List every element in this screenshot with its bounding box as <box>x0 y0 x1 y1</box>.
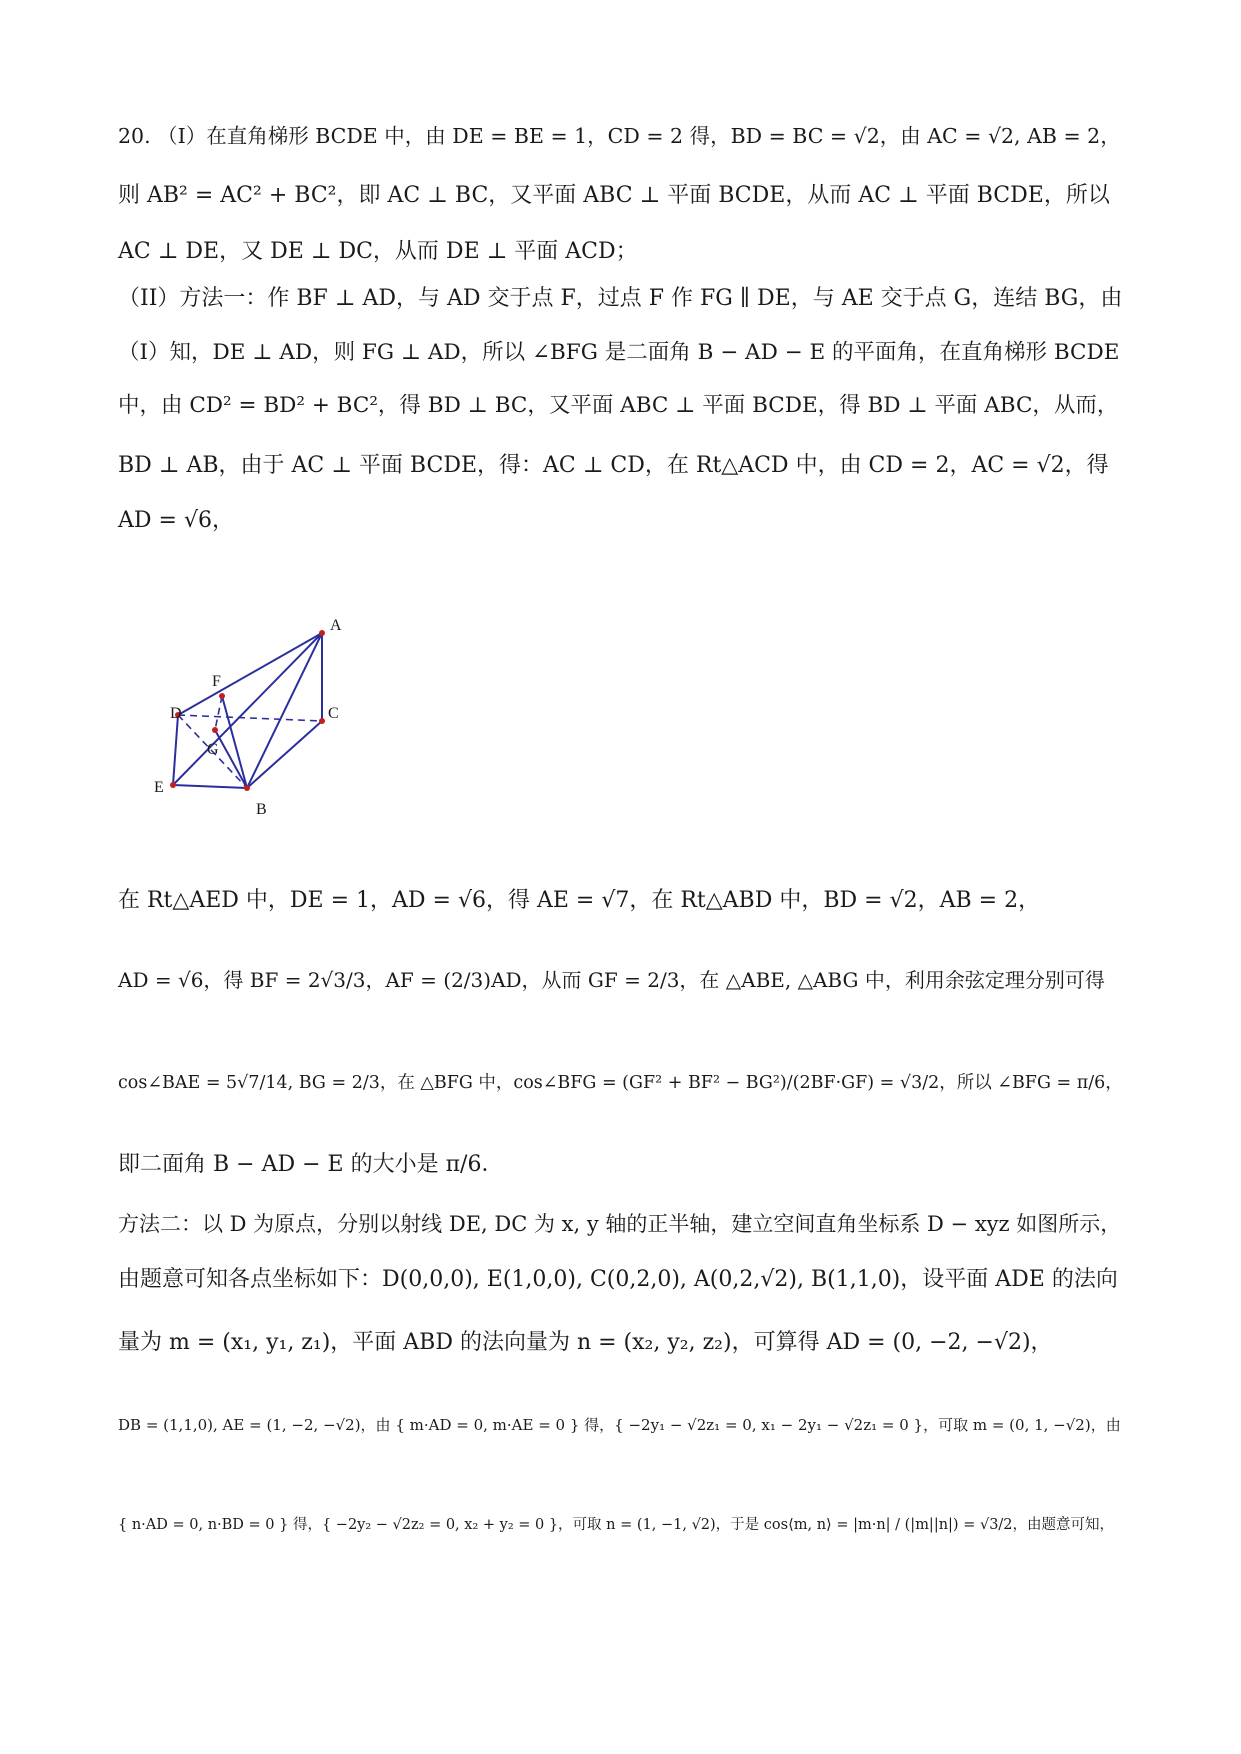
point-a <box>319 630 325 636</box>
label-d: D <box>170 705 182 722</box>
point-b <box>244 785 250 791</box>
text-line-2: 则 AB² = AC² + BC²，即 AC ⊥ BC，又平面 ABC ⊥ 平面 BCDE，从而 AC ⊥ 平面 BCDE，所以 <box>118 183 1110 208</box>
text-line-7: BD ⊥ AB，由于 AC ⊥ 平面 BCDE，得：AC ⊥ CD，在 Rt△ACD 中，由 CD = 2，AC = √2，得 <box>118 453 1109 478</box>
label-f: F <box>212 673 221 690</box>
text-line-10: AD = √6，得 BF = 2√3/3，AF = (2/3)AD，从而 GF = 2/3，在 △ABE, △ABG 中，利用余弦定理分别可得 <box>118 968 1105 992</box>
label-e: E <box>154 779 164 796</box>
point-f <box>219 693 225 699</box>
point-e <box>170 782 176 788</box>
text-line-16: DB = (1,1,0), AE = (1, −2, −√2)，由 { m·AD = 0, m·AE = 0 } 得，{ −2y₁ − √2z₁ = 0, x₁ − 2y₁ − √2z₁ = 0 }，可取 m = (0, 1, −√2)，由 <box>118 1416 1121 1434</box>
point-g <box>212 727 218 733</box>
text-line-12: 即二面角 B − AD − E 的大小是 π/6． <box>118 1152 504 1177</box>
text-line-5: （I）知，DE ⊥ AD，则 FG ⊥ AD，所以 ∠BFG 是二面角 B − AD − E 的平面角，在直角梯形 BCDE <box>118 340 1120 365</box>
label-c: C <box>328 705 339 722</box>
point-c <box>319 718 325 724</box>
label-b: B <box>256 801 267 818</box>
label-a: A <box>330 617 342 634</box>
geometry-figure <box>154 617 420 828</box>
text-line-14: 由题意可知各点坐标如下：D(0,0,0), E(1,0,0), C(0,2,0), A(0,2,√2), B(1,1,0)，设平面 ADE 的法向 <box>118 1267 1118 1292</box>
text-line-3: AC ⊥ DE，又 DE ⊥ DC，从而 DE ⊥ 平面 ACD； <box>118 239 638 264</box>
text-line-13: 方法二：以 D 为原点，分别以射线 DE, DC 为 x, y 轴的正半轴，建立空间直角坐标系 D − xyz 如图所示， <box>118 1212 1122 1236</box>
text-line-17: { n·AD = 0, n·BD = 0 } 得，{ −2y₂ − √2z₂ = 0, x₂ + y₂ = 0 }，可取 n = (1, −1, √2)，于是 cos⟨m, n⟩ = |m·n| / (|m||n|) = √3/2，由题意可知， <box>118 1517 1115 1533</box>
text-line-6: 中，由 CD² = BD² + BC²，得 BD ⊥ BC，又平面 ABC ⊥ 平面 BCDE，得 BD ⊥ 平面 ABC，从而， <box>118 393 1119 418</box>
text-line-11: cos∠BAE = 5√7/14, BG = 2/3，在 △BFG 中，cos∠BFG = (GF² + BF² − BG²)/(2BF·GF) = √3/2，所以 ∠BFG = π/6， <box>118 1073 1123 1093</box>
label-g: G <box>207 741 219 758</box>
text-line-8: AD = √6， <box>118 508 234 533</box>
text-line-9: 在 Rt△AED 中，DE = 1，AD = √6，得 AE = √7，在 Rt△ABD 中，BD = √2，AB = 2， <box>118 888 1041 913</box>
text-line-15: 量为 m = (x₁, y₁, z₁)，平面 ABD 的法向量为 n = (x₂, y₂, z₂)，可算得 AD = (0, −2, −√2)， <box>118 1330 1053 1355</box>
text-line-4: （II）方法一：作 BF ⊥ AD，与 AD 交于点 F，过点 F 作 FG ∥ DE，与 AE 交于点 G，连结 BG，由 <box>118 286 1123 311</box>
text-line-1: 20. （I）在直角梯形 BCDE 中，由 DE = BE = 1，CD = 2 得，BD = BC = √2，由 AC = √2, AB = 2， <box>118 124 1121 148</box>
